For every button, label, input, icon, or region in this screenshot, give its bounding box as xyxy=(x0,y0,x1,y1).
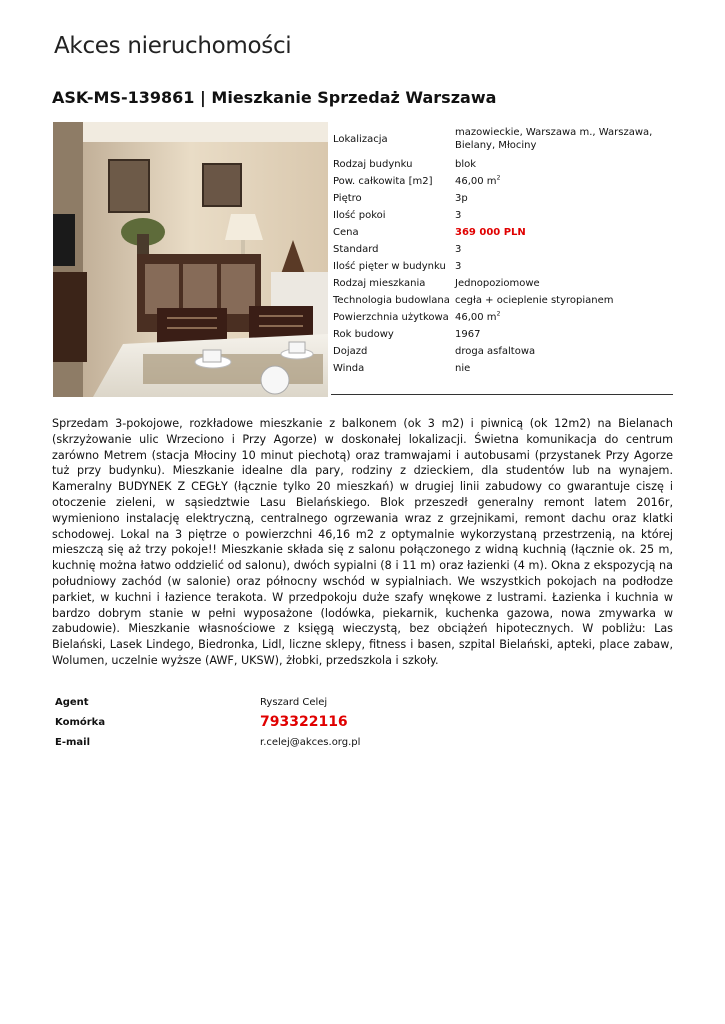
brand-name: Akces nieruchomości xyxy=(54,33,292,59)
property-label: Standard xyxy=(333,244,379,255)
agent-name: Ryszard Celej xyxy=(260,697,328,708)
property-row-total-area xyxy=(331,173,673,190)
property-value: nie xyxy=(455,363,471,374)
property-row-elevator xyxy=(331,360,673,377)
property-label: Pow. całkowita [m2] xyxy=(333,176,433,187)
property-value: 3 xyxy=(455,210,462,221)
property-details-table xyxy=(331,122,673,395)
property-value: cegła + ocieplenie styropianem xyxy=(455,295,614,306)
property-row-apartment-type xyxy=(331,275,673,292)
contact-section xyxy=(52,694,673,754)
contact-row-phone xyxy=(52,714,673,734)
property-value-cell xyxy=(453,173,673,190)
property-row-access-road xyxy=(331,343,673,360)
property-row-year-built xyxy=(331,326,673,343)
agent-label: Agent xyxy=(55,697,89,708)
property-row-standard xyxy=(331,241,673,258)
email-label: E-mail xyxy=(55,737,91,748)
email-address[interactable]: r.celej@akces.org.pl xyxy=(260,737,361,748)
phone-number[interactable]: 793322116 xyxy=(260,714,348,730)
property-label: Lokalizacja xyxy=(333,133,388,145)
property-value-cell xyxy=(453,309,673,326)
property-value: blok xyxy=(455,159,477,170)
phone-label: Komórka xyxy=(55,717,106,728)
property-value: 3 xyxy=(455,244,462,255)
property-photo xyxy=(53,122,328,397)
property-row-location xyxy=(331,122,673,156)
property-row-price xyxy=(331,224,673,241)
property-value: droga asfaltowa xyxy=(455,346,536,357)
property-label: Piętro xyxy=(333,193,362,204)
property-value: 3 xyxy=(455,261,462,272)
property-label: Cena xyxy=(333,227,359,238)
property-label: Dojazd xyxy=(333,346,368,357)
property-row-rooms xyxy=(331,207,673,224)
contact-row-agent xyxy=(52,694,673,714)
property-row-building-type xyxy=(331,156,673,173)
property-label: Rodzaj budynku xyxy=(333,159,413,170)
property-label: Ilość pięter w budynku xyxy=(333,261,446,272)
price-value: 369 000 PLN xyxy=(455,227,526,238)
property-label: Technologia budowlana xyxy=(333,295,450,306)
property-label: Ilość pokoi xyxy=(333,210,386,221)
property-label: Rodzaj mieszkania xyxy=(333,278,426,289)
property-value: 3p xyxy=(455,193,468,204)
property-value: 1967 xyxy=(455,329,481,340)
property-label: Rok budowy xyxy=(333,329,394,340)
property-value: 46,00 m xyxy=(455,176,497,187)
property-row-usable-area xyxy=(331,309,673,326)
unit-exponent: 2 xyxy=(496,174,501,182)
property-value: Jednopoziomowe xyxy=(455,278,540,289)
contact-row-email xyxy=(52,734,673,754)
property-row-construction xyxy=(331,292,673,309)
property-row-building-floors xyxy=(331,258,673,275)
property-value: mazowieckie, Warszawa m., Warszawa, Bielany, Młociny xyxy=(455,127,653,151)
unit-exponent: 2 xyxy=(496,310,501,318)
property-row-floor xyxy=(331,190,673,207)
property-label: Powierzchnia użytkowa xyxy=(333,312,449,323)
property-row-spacer xyxy=(331,377,673,394)
listing-description: Sprzedam 3-pokojowe, rozkładowe mieszkanie z balkonem (ok 3 m2) i piwnicą (ok 12m2) na Bielanach (skrzyżowanie ulic Wrzeciono i Przy Agorze) w doskonałej lokalizacji. Świetna komunikacja do centrum zarówno Metrem (stacja Młociny 10 minut piechotą) oraz tramwajami i autobusami (przystanek Przy Agorze tuż przy budynku). Mieszkanie idealne dla pary, rodziny z dzieckiem, dla studentów lub na wynajem. Kameralny BUDYNEK Z CEGŁY (łącznie tylko 20 mieszkań) w drugiej linii zabudowy co gwarantuje ciszę i otoczenie zieleni, w sąsiedztwie Lasu Bielańskiego. Blok przeszedł generalny remont latem 2016r, wymieniono instalację elektryczną, centralnego ogrzewania wraz z grzejnikami, remont dachu oraz klatki schodowej. Lokal na 3 piętrze o powierzchni 46,16 m2 z optymalnie wykorzystaną przestrzenią, na której mieszczą się aż trzy pokoje!! Mieszkanie składa się z salonu połączonego z widną kuchnią (łącznie ok. 25 m, kuchnię można łatwo oddzielić od salonu), dwóch sypialni (8 i 11 m) oraz łazienki (4 m). Okna z ekspozycją na południowy zachód (w salonie) oraz północny wschód w sypialniach. We wszystkich pokojach na podłodze parkiet, w kuchni i łazience terakota. W przedpokoju duże szafy wnękowe z lustrami. Łazienka i kuchnia w bardzo dobrym stanie w pełni wyposażone (lodówka, piekarnik, kuchenka gazowa, nowa zmywarka w zabudowie). Mieszkanie własnościowe z księgą wieczystą, bez obciążeń hipotecznych. W pobliżu: Las Bielański, Lasek Lindego, Biedronka, Lidl, liczne sklepy, fitness i basen, szpital Bielański, apteki, place zabaw, Wolumen, uczelnie wyższe (AWF, UKSW), żłobki, przedszkola i szkoły. xyxy=(52,417,673,667)
property-label: Winda xyxy=(333,363,365,374)
listing-title: ASK-MS-139861 | Mieszkanie Sprzedaż Warszawa xyxy=(52,88,497,107)
property-value: 46,00 m xyxy=(455,312,497,323)
